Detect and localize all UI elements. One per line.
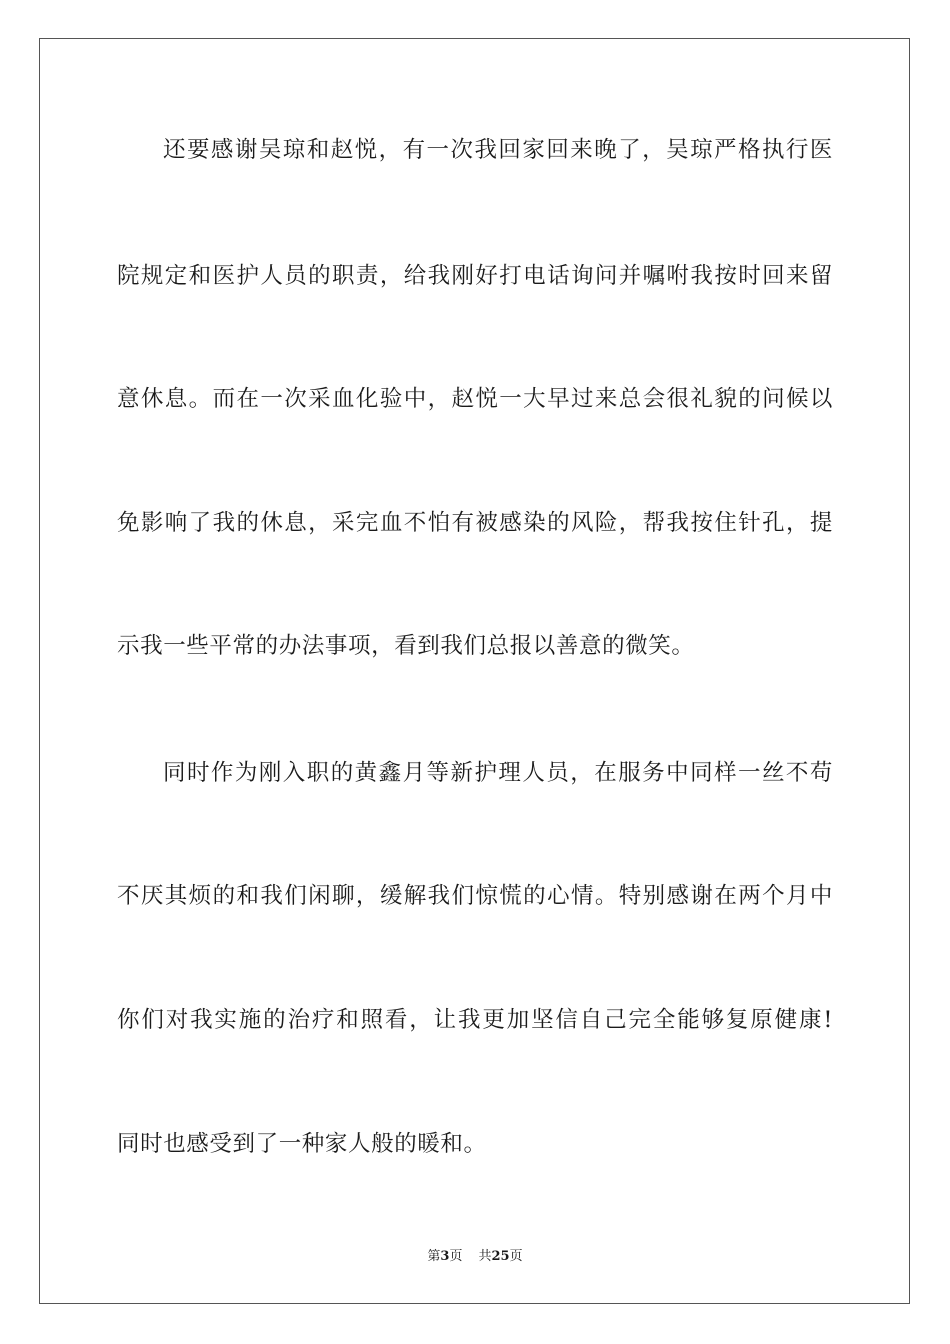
total-prefix: 共 [478, 1249, 492, 1264]
paragraph-1-line-1: 还要感谢吴琼和赵悦，有一次我回家回来晚了，吴琼严格执行医 [163, 137, 833, 163]
total-suffix: 页 [509, 1249, 523, 1264]
page-prefix: 第 [427, 1249, 441, 1264]
page-footer [0, 1248, 950, 1266]
total-pages: 25 [491, 1249, 510, 1264]
page-suffix: 页 [449, 1249, 463, 1264]
paragraph-2-line-2: 不厌其烦的和我们闲聊，缓解我们惊慌的心情。特别感谢在两个月中 [117, 883, 833, 909]
paragraph-2-line-4: 同时也感受到了一种家人般的暖和。 [117, 1131, 487, 1157]
page-border [39, 38, 910, 1304]
paragraph-1-line-2: 院规定和医护人员的职责，给我刚好打电话询问并嘱咐我按时回来留 [117, 263, 833, 289]
paragraph-1-line-4: 免影响了我的休息，采完血不怕有被感染的风险，帮我按住针孔，提 [117, 510, 833, 536]
page-number: 3 [440, 1249, 450, 1264]
paragraph-1-line-5: 示我一些平常的办法事项，看到我们总报以善意的微笑。 [117, 633, 695, 659]
paragraph-1-line-3: 意休息。而在一次采血化验中，赵悦一大早过来总会很礼貌的问候以 [117, 386, 833, 412]
paragraph-2-line-1: 同时作为刚入职的黄鑫月等新护理人员，在服务中同样一丝不苟 [163, 760, 833, 786]
paragraph-2-line-3: 你们对我实施的治疗和照看，让我更加坚信自己完全能够复原健康! [117, 1007, 833, 1033]
